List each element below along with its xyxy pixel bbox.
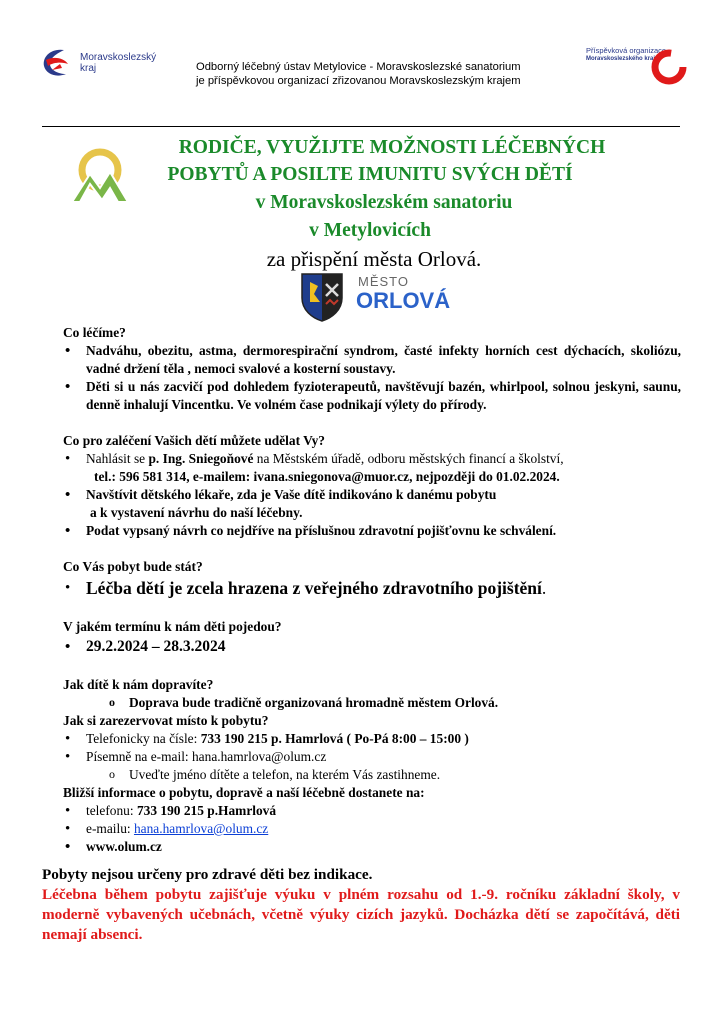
question-how: Co pro zaléčení Vašich dětí můžete udělat Vy? [63,433,325,448]
title-line-1: RODIČE, VYUŽIJTE MOŽNOSTI LÉČEBNÝCH [178,137,606,158]
orlova-name-text: ORLOVÁ [356,288,451,313]
question-what: Co léčíme? [63,325,126,340]
question-when: V jakém termínu k nám děti pojedou? [63,619,282,634]
orlova-coat-of-arms-icon [300,272,344,322]
list-item: • Nahlásit se p. Ing. Sniegoňové na Městském úřadě, odboru městských financí a školství, tel.: 596 581 314, e-mailem: ivana.sniegonova@muor.cz, nejpozději do 01.02.2024. [63,450,681,486]
web-link[interactable]: • www.olum.cz [63,838,681,856]
list-item: • telefonu: 733 190 215 p.Hamrlová [63,802,681,820]
title-line-4: v Metylovicích [309,220,431,241]
org-logo-line-2: Moravskoslezského kraje [586,56,659,62]
title-line-2: POBYTŮ A POSILTE IMUNITU SVÝCH DĚTÍ [167,164,573,185]
list-item: o Doprava bude tradičně organizovaná hromadně městem Orlová. [63,694,681,712]
kraj-emblem-icon [38,44,74,84]
question-cost: Co Vás pobyt bude stát? [63,559,203,574]
title-line-3: v Moravskoslezském sanatoriu [255,192,513,213]
header-text [196,60,521,88]
subtitle: za přispění města Orlová. [266,247,482,271]
question-info: Bližší informace o pobytu, dopravě a naší léčebně dostanete na: [63,785,425,800]
list-item: • Léčba dětí je zcela hrazena z veřejného zdravotního pojištění. [63,576,681,600]
list-item: o Uveďte jméno dítěte a telefon, na kterém Vás zastihneme. [63,766,681,784]
header-line-1: Odborný léčebný ústav Metylovice - Moravskoslezské sanatorium [196,61,521,73]
list-item: • Písemně na e-mail: hana.hamrlova@olum.cz [63,748,681,766]
main-content [63,324,681,856]
footer-note: Pobyty nejsou určeny pro zdravé děti bez indikace. [42,866,373,883]
list-item: • Nadváhu, obezitu, astma, dermorespirační syndrom, časté infekty horních cest dýchacích, skoliózu, vadné držení těla , nemoci svalové a kosterní soustavy. [63,342,681,378]
list-item: • Podat vypsaný návrh co nejdříve na příslušnou zdravotní pojišťovnu ke schválení. [63,522,681,540]
header-line-2: je příspěvkovou organizací zřizovanou Moravskoslezským krajem [196,75,521,87]
question-transport: Jak dítě k nám dopravíte? [63,677,214,692]
orlova-mesto-text: MĚSTO [358,274,409,289]
footer-red-note: Léčebna během pobytu zajišťuje výuku v plném rozsahu od 1.-9. ročníku základní školy, v moderně vybavených učebnách, včetně výuky cizích jazyků. Docházka dětí se započítává, děti nemají absenci. [42,886,680,943]
kraj-logo-text: Moravskoslezský kraj [80,52,157,74]
prispevkova-organizace-logo [586,46,690,86]
header-divider [42,126,680,127]
question-reserve: Jak si zarezervovat místo k pobytu? [63,713,269,728]
list-item: • 29.2.2024 – 28.3.2024 [63,636,681,658]
org-logo-line-1: Příspěvková organizace [586,46,667,55]
list-item: • e-mailu: hana.hamrlova@olum.cz [63,820,681,838]
list-item: • Telefonicky na čísle: 733 190 215 p. Hamrlová ( Po-Pá 8:00 – 15:00 ) [63,730,681,748]
list-item: • Navštívit dětského lékaře, zda je Vaše dítě indikováno k danému pobytu a k vystavení návrhu do naší léčebny. [63,486,681,522]
moravskoslezsky-kraj-logo [38,42,160,86]
email-link[interactable]: hana.hamrlova@olum.cz [133,821,269,836]
org-ring-icon [650,48,688,86]
list-item: • Děti si u nás zacvičí pod dohledem fyzioterapeutů, navštěvují bazén, whirlpool, solnou jeskyni, saunu, denně inhalují Vincentku. Ve volném čase podnikají výlety do přírody. [63,378,681,414]
orlova-logo [300,272,460,322]
footer [42,865,680,945]
